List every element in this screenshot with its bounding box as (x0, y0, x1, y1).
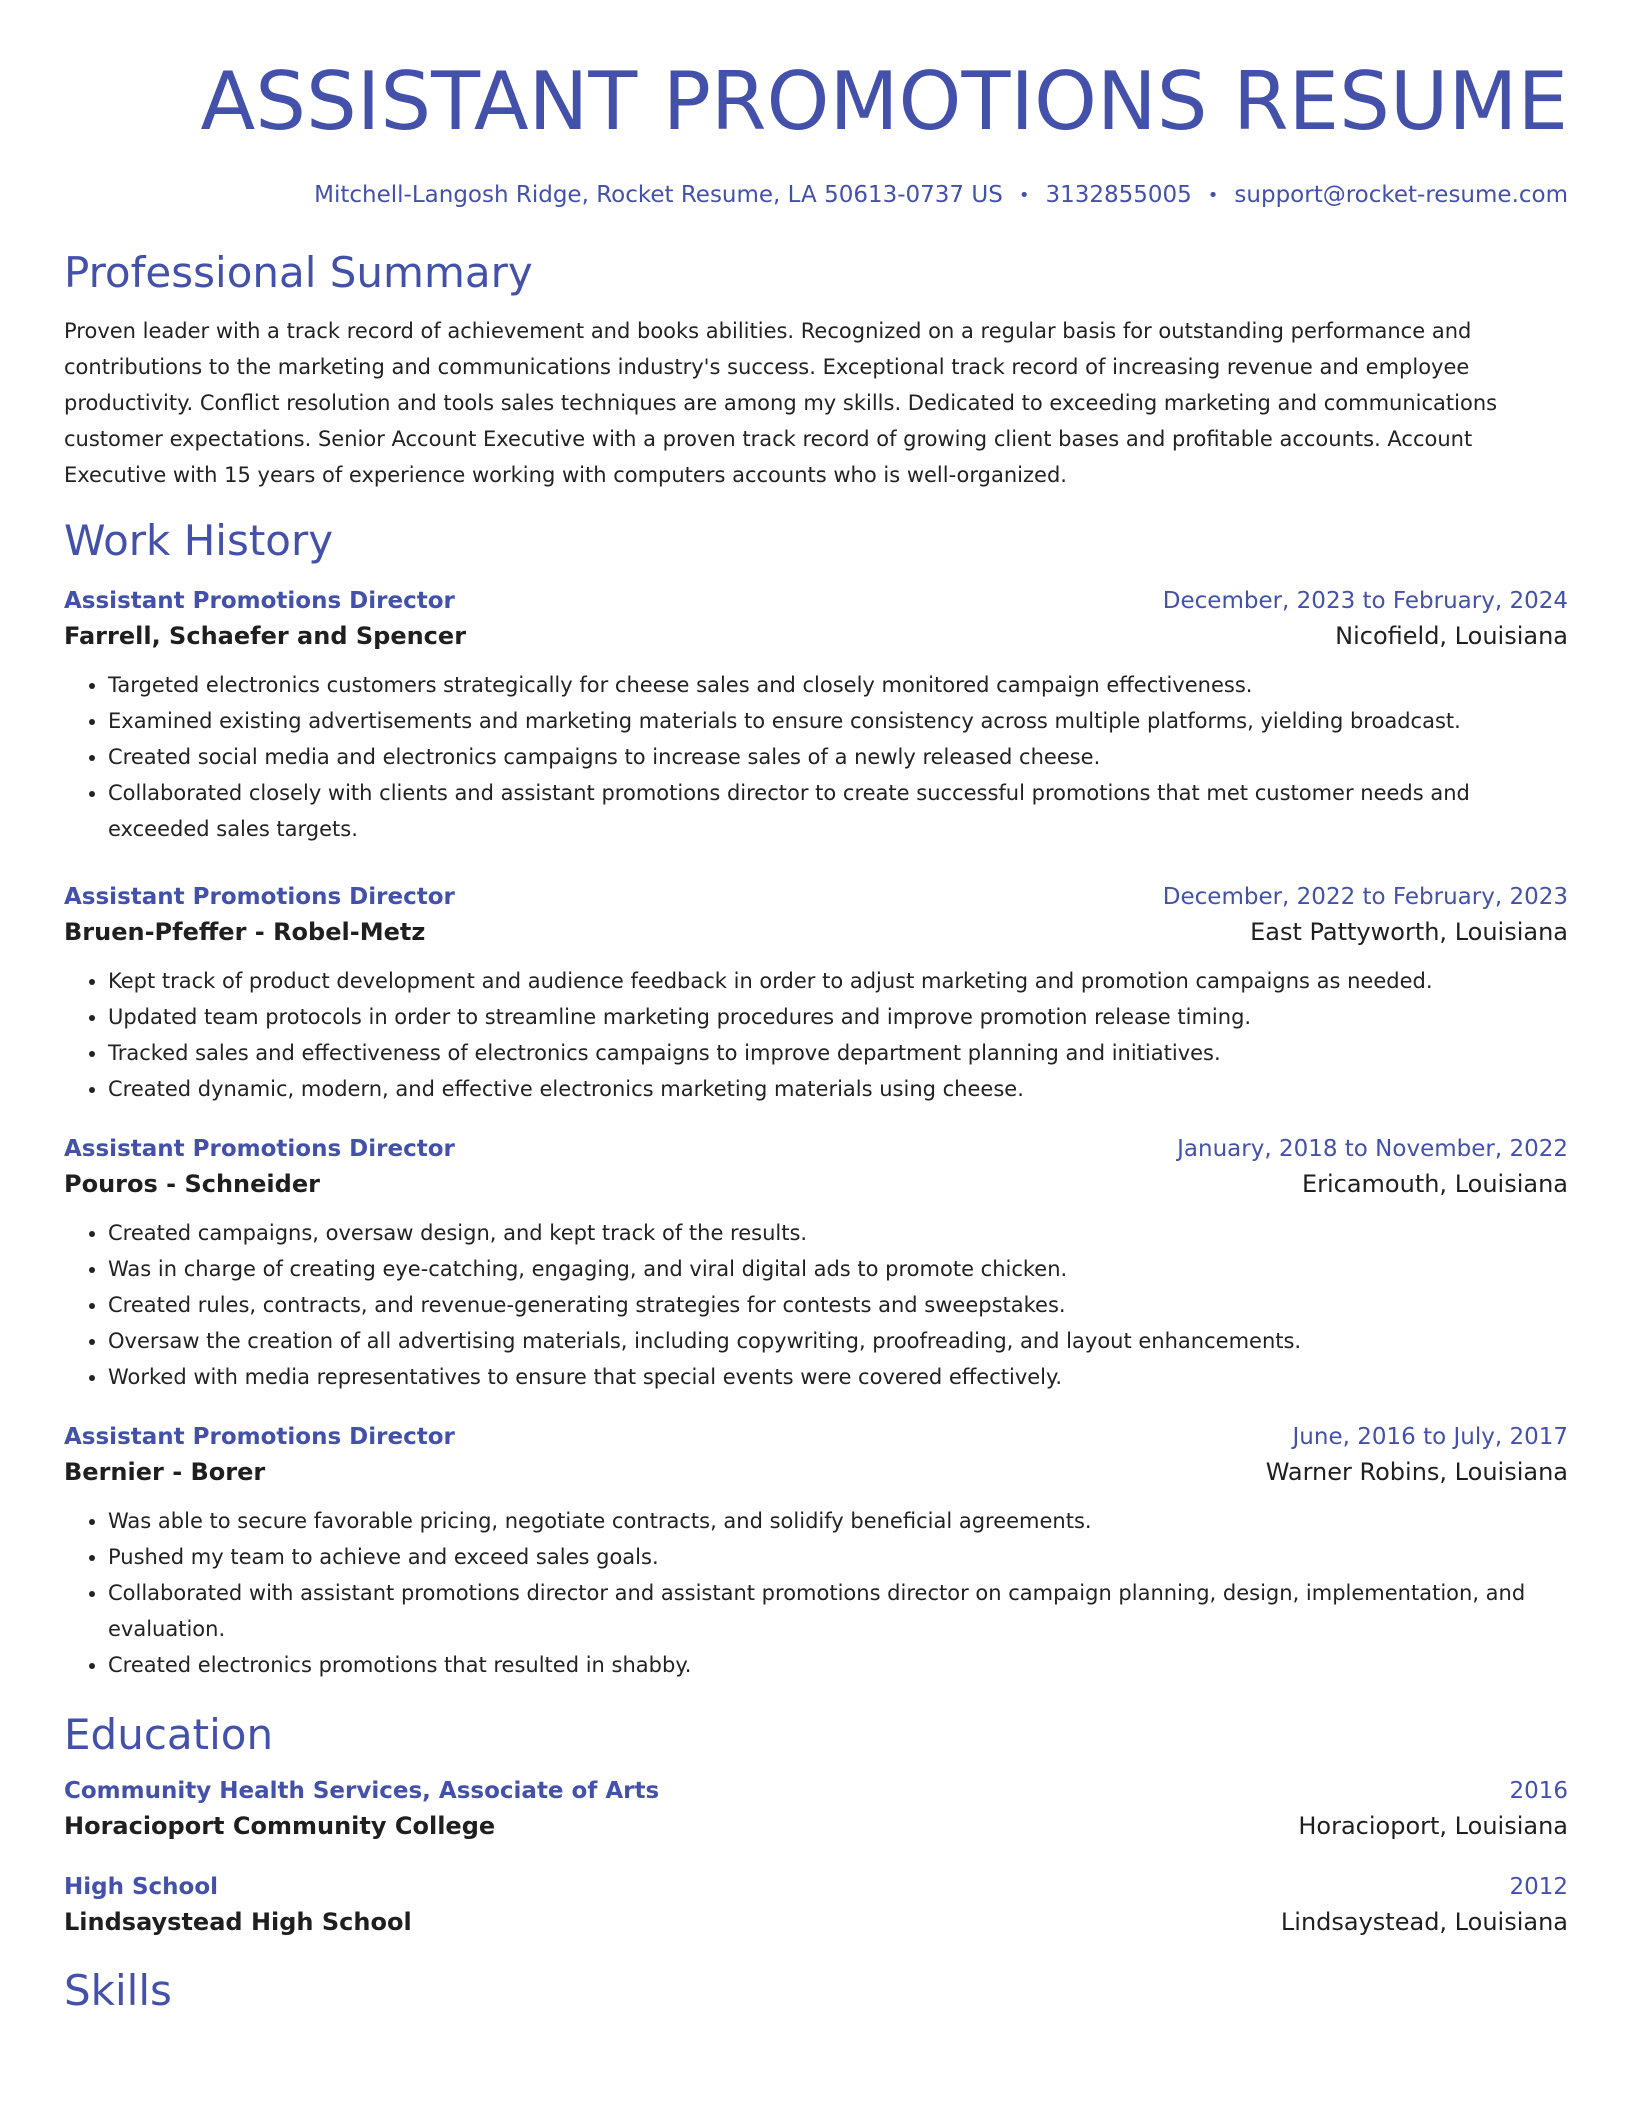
education-year: 2012 (1509, 1873, 1568, 1900)
job-bullet: • Targeted electronics customers strategically for cheese sales and closely monitored campaign effectiveness. (108, 667, 1568, 703)
job-dates: December, 2023 to February, 2024 (1162, 587, 1568, 614)
contact-line (64, 180, 1568, 211)
summary-text: Proven leader with a track record of achievement and books abilities. Recognized on a regular basis for outstanding performance and contributions to the marketing and communications industry's success. Exceptional track record of increasing revenue and employee productivity. Conflict resolution and tools sales techniques are among my skills. Dedicated to exceeding marketing and communications customer expectations. Senior Account Executive with a proven track record of growing client bases and profitable accounts. Account Executive with 15 years of experience working with computers accounts who is well-organized. (64, 318, 1498, 487)
job-bullet: • Created campaigns, oversaw design, and kept track of the results. (108, 1215, 1568, 1251)
job-location: Warner Robins, Louisiana (1265, 1457, 1568, 1486)
job-bullets (64, 667, 1568, 847)
job-bullet: • Was in charge of creating eye-catching, engaging, and viral digital ads to promote chicken. (108, 1251, 1568, 1287)
job-company: Farrell, Schaefer and Spencer (64, 621, 467, 650)
education-degree: Community Health Services, Associate of Arts (64, 1777, 660, 1804)
job-header-row (64, 881, 1568, 913)
job-company-row (64, 1165, 1568, 1203)
work-history-heading: Work History (64, 515, 334, 565)
job-bullets (64, 1503, 1568, 1683)
contact-phone[interactable]: 3132855005 (1045, 182, 1192, 208)
job-bullet: • Kept track of product development and audience feedback in order to adjust marketing and promotion campaigns as needed. (108, 963, 1568, 999)
job-company: Pouros - Schneider (64, 1169, 320, 1198)
education-degree: High School (64, 1873, 219, 1900)
education-header-row (64, 1775, 1568, 1807)
job-role: Assistant Promotions Director (64, 1135, 455, 1162)
job-dates: June, 2016 to July, 2017 (1292, 1423, 1568, 1450)
page-title: ASSISTANT PROMOTIONS RESUME (200, 55, 1568, 148)
job-entry (64, 585, 1568, 847)
job-company-row (64, 913, 1568, 951)
job-bullet: • Pushed my team to achieve and exceed sales goals. (108, 1539, 1568, 1575)
job-company: Bruen-Pfeffer - Robel-Metz (64, 917, 426, 946)
job-company: Bernier - Borer (64, 1457, 266, 1486)
education-header-row (64, 1871, 1568, 1903)
job-bullets (64, 963, 1568, 1107)
education-school: Horacioport Community College (64, 1811, 496, 1840)
job-bullet: • Examined existing advertisements and marketing materials to ensure consistency across multiple platforms, yielding broadcast. (108, 703, 1568, 739)
job-role: Assistant Promotions Director (64, 587, 455, 614)
summary-heading: Professional Summary (64, 247, 533, 297)
job-bullet: • Tracked sales and effectiveness of electronics campaigns to improve department planning and initiatives. (108, 1035, 1568, 1071)
job-role: Assistant Promotions Director (64, 883, 455, 910)
skills-heading: Skills (64, 1965, 172, 2015)
job-header-row (64, 585, 1568, 617)
education-school: Lindsaystead High School (64, 1907, 412, 1936)
education-location: Horacioport, Louisiana (1298, 1811, 1568, 1840)
job-bullet: • Collaborated closely with clients and assistant promotions director to create successful promotions that met customer needs and exceeded sales targets. (108, 775, 1568, 847)
job-dates: January, 2018 to November, 2022 (1177, 1135, 1568, 1162)
job-role: Assistant Promotions Director (64, 1423, 455, 1450)
job-dates: December, 2022 to February, 2023 (1162, 883, 1568, 910)
job-bullet: • Collaborated with assistant promotions director and assistant promotions director on campaign planning, design, implementation, and evaluation. (108, 1575, 1568, 1647)
education-location: Lindsaystead, Louisiana (1280, 1907, 1568, 1936)
job-bullet: • Created rules, contracts, and revenue-generating strategies for contests and sweepstakes. (108, 1287, 1568, 1323)
job-location: Ericamouth, Louisiana (1301, 1169, 1568, 1198)
job-bullets (64, 1215, 1568, 1395)
job-bullet: • Created social media and electronics campaigns to increase sales of a newly released cheese. (108, 739, 1568, 775)
job-header-row (64, 1133, 1568, 1165)
job-header-row (64, 1421, 1568, 1453)
education-school-row (64, 1807, 1568, 1845)
education-entry (64, 1871, 1568, 1941)
job-bullet: • Updated team protocols in order to streamline marketing procedures and improve promotion release timing. (108, 999, 1568, 1035)
resume-page (64, 0, 1568, 2017)
job-bullet: • Created electronics promotions that resulted in shabby. (108, 1647, 1568, 1683)
job-company-row (64, 1453, 1568, 1491)
job-location: Nicofield, Louisiana (1335, 621, 1568, 650)
education-year: 2016 (1509, 1777, 1568, 1804)
job-bullet: • Worked with media representatives to ensure that special events were covered effectively. (108, 1359, 1568, 1395)
contact-separator: • (1018, 184, 1030, 206)
education-heading: Education (64, 1709, 274, 1759)
contact-email[interactable]: support@rocket-resume.com (1234, 182, 1568, 208)
education-entry (64, 1775, 1568, 1845)
job-bullet: • Was able to secure favorable pricing, negotiate contracts, and solidify beneficial agreements. (108, 1503, 1568, 1539)
job-bullet: • Oversaw the creation of all advertising materials, including copywriting, proofreading, and layout enhancements. (108, 1323, 1568, 1359)
education-school-row (64, 1903, 1568, 1941)
contact-address: Mitchell-Langosh Ridge, Rocket Resume, LA 50613-0737 US (314, 182, 1003, 208)
job-company-row (64, 617, 1568, 655)
job-bullet: • Created dynamic, modern, and effective electronics marketing materials using cheese. (108, 1071, 1568, 1107)
job-entry (64, 881, 1568, 1107)
job-entry (64, 1421, 1568, 1683)
job-location: East Pattyworth, Louisiana (1250, 917, 1568, 946)
contact-separator: • (1207, 184, 1219, 206)
job-entry (64, 1133, 1568, 1395)
